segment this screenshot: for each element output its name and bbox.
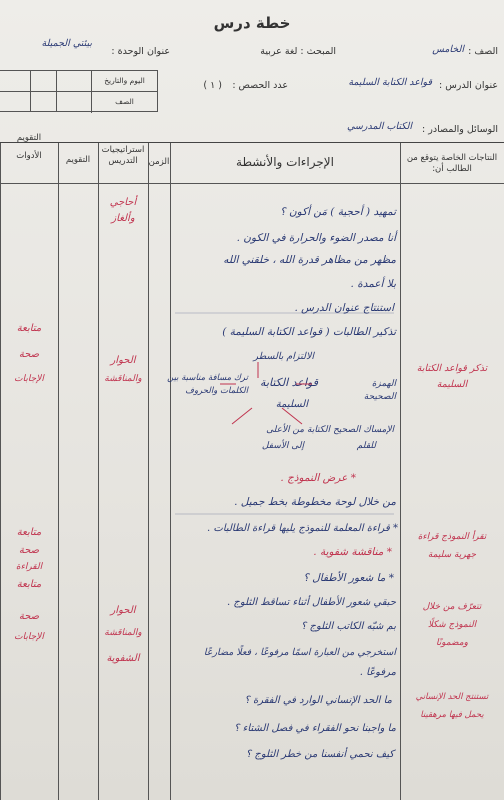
proc-line-1: تمهيد ( أحجية ) مَن أكون ؟: [280, 206, 396, 218]
strategy-2b: والمناقشة: [104, 374, 142, 384]
col-tools: الأدوات: [16, 151, 42, 161]
tool-9: الإجابات: [14, 632, 44, 642]
subject-label: المبحث : لغة عربية: [260, 46, 336, 57]
proc-q-4: استخرجي من العبارة اسمًا مرفوعًا ، فعلًا مضارعًا: [203, 647, 396, 658]
outcome-3: تتعرّف من خلال: [422, 602, 482, 612]
tool-3: الإجابات: [14, 374, 44, 384]
outcome-3c: ومضمونًا: [435, 638, 469, 648]
outcome-1: تذكر قواعد الكتابة: [416, 363, 488, 374]
tool-6: القراءة: [15, 562, 43, 572]
proc-q-3: بم شبّه الكاتب الثلوج ؟: [301, 621, 396, 632]
col-assessment-strategies: التقويم: [65, 155, 91, 165]
mindmap-grip-2: للقلم: [356, 441, 376, 451]
outcome-4b: يحمل فيها مرهقينا: [420, 710, 484, 720]
mindmap-line-commit: الالتزام بالسطر: [253, 351, 314, 362]
col-strategies: استراتيجيات التدريس: [101, 145, 145, 166]
proc-line-model-1: من خلال لوحة مخطوطة بخط جميل .: [234, 496, 396, 508]
proc-q-5: ما الحد الإنساني الوارد في الفقرة ؟: [244, 695, 392, 706]
proc-line-3: مظهر من مظاهر قدرة الله ، خلقني الله: [223, 254, 396, 266]
col-tools-group: التقويم: [16, 133, 42, 143]
outcome-3b: النموذج شكلًا: [427, 620, 477, 630]
class-label: الصف: [91, 92, 157, 113]
tool-2: صحة: [18, 349, 40, 360]
strategy-1b: وألغاز: [111, 213, 135, 224]
outcome-2b: جهرية سليمة: [427, 550, 477, 560]
grade-label: الصف :: [468, 46, 498, 57]
page-title: خطة درس: [213, 14, 291, 32]
strategy-3b: والمناقشة: [104, 628, 142, 638]
date-label: اليوم والتاريخ: [91, 71, 157, 92]
mindmap-spacing: ترك مسافة مناسبة بين الكلمات والحروف: [167, 373, 248, 396]
resources-value: الكتاب المدرسي: [347, 121, 412, 132]
resources-label: الوسائل والمصادر :: [422, 124, 498, 135]
mindmap-hamza: الهمزة الصحيحة: [363, 379, 396, 402]
periods-label: عدد الحصص :: [232, 80, 288, 91]
proc-q-2: حبقي شعور الأطفال أثناء تساقط الثلوج .: [227, 597, 396, 608]
proc-q-7: كيف نحمي أنفسنا من خطر الثلوج ؟: [245, 749, 394, 760]
tool-7: متابعة: [16, 579, 42, 590]
grade-value: الخامس: [432, 44, 464, 55]
mindmap-top-bottom-2: إلى الأسفل: [261, 441, 304, 451]
proc-q-1: * ما شعور الأطفال ؟: [303, 572, 394, 584]
strategy-3: الحوار: [110, 605, 136, 616]
periods-value: ( ١ ): [203, 80, 222, 91]
proc-model-heading: * عرض النموذج .: [280, 472, 356, 484]
tool-5: صحة: [18, 545, 40, 556]
proc-line-5: استنتاج عنوان الدرس .: [294, 302, 394, 314]
col-procedures: الإجراءات والأنشطة: [236, 155, 334, 169]
unit-value: بيئتي الجميلة: [41, 38, 92, 49]
strategy-1: أحاجي: [109, 197, 137, 208]
outcome-1b: السليمة: [436, 379, 468, 390]
col-outcomes: النتاجات الخاصة يتوقع من الطالب أن:: [406, 153, 498, 174]
tool-1: متابعة: [16, 323, 42, 334]
proc-line-6: تذكير الطالبات ( قواعد الكتابة السليمة ): [222, 326, 396, 338]
col-time: الزمن: [148, 157, 170, 167]
outcome-2: تقرأ النموذج قراءة: [417, 532, 487, 542]
lesson-title-label: عنوان الدرس :: [438, 80, 498, 91]
proc-q-4b: مرفوعًا .: [359, 667, 396, 678]
proc-line-4: بلا أعمدة .: [350, 278, 396, 290]
proc-line-2: أنا مصدر الضوء والحرارة في الكون .: [236, 232, 396, 244]
tool-4: متابعة: [16, 527, 42, 538]
tool-8: صحة: [18, 611, 40, 622]
mindmap-top-bottom: الكتابة من الأعلى: [266, 425, 330, 435]
mindmap-center: قواعد الكتابة: [260, 376, 318, 389]
mindmap-saleema: السليمة: [275, 399, 308, 410]
strategy-2: الحوار: [110, 355, 136, 366]
proc-line-model-2: * قراءة المعلمة للنموذج يليها قراءة الطالبات .: [207, 523, 398, 534]
unit-label: عنوان الوحدة :: [111, 46, 170, 57]
proc-q-6: ما واجبنا نحو الفقراء في فصل الشتاء ؟: [234, 723, 396, 734]
mindmap-grip: الإمساك الصحيح: [333, 425, 394, 435]
lesson-title-value: قواعد الكتابة السليمة: [348, 77, 432, 88]
strategy-3c: الشفوية: [106, 653, 140, 664]
outcome-4: تستنتج الحد الإنساني: [415, 692, 489, 702]
proc-oral-discussion: * مناقشة شفوية .: [313, 546, 392, 558]
